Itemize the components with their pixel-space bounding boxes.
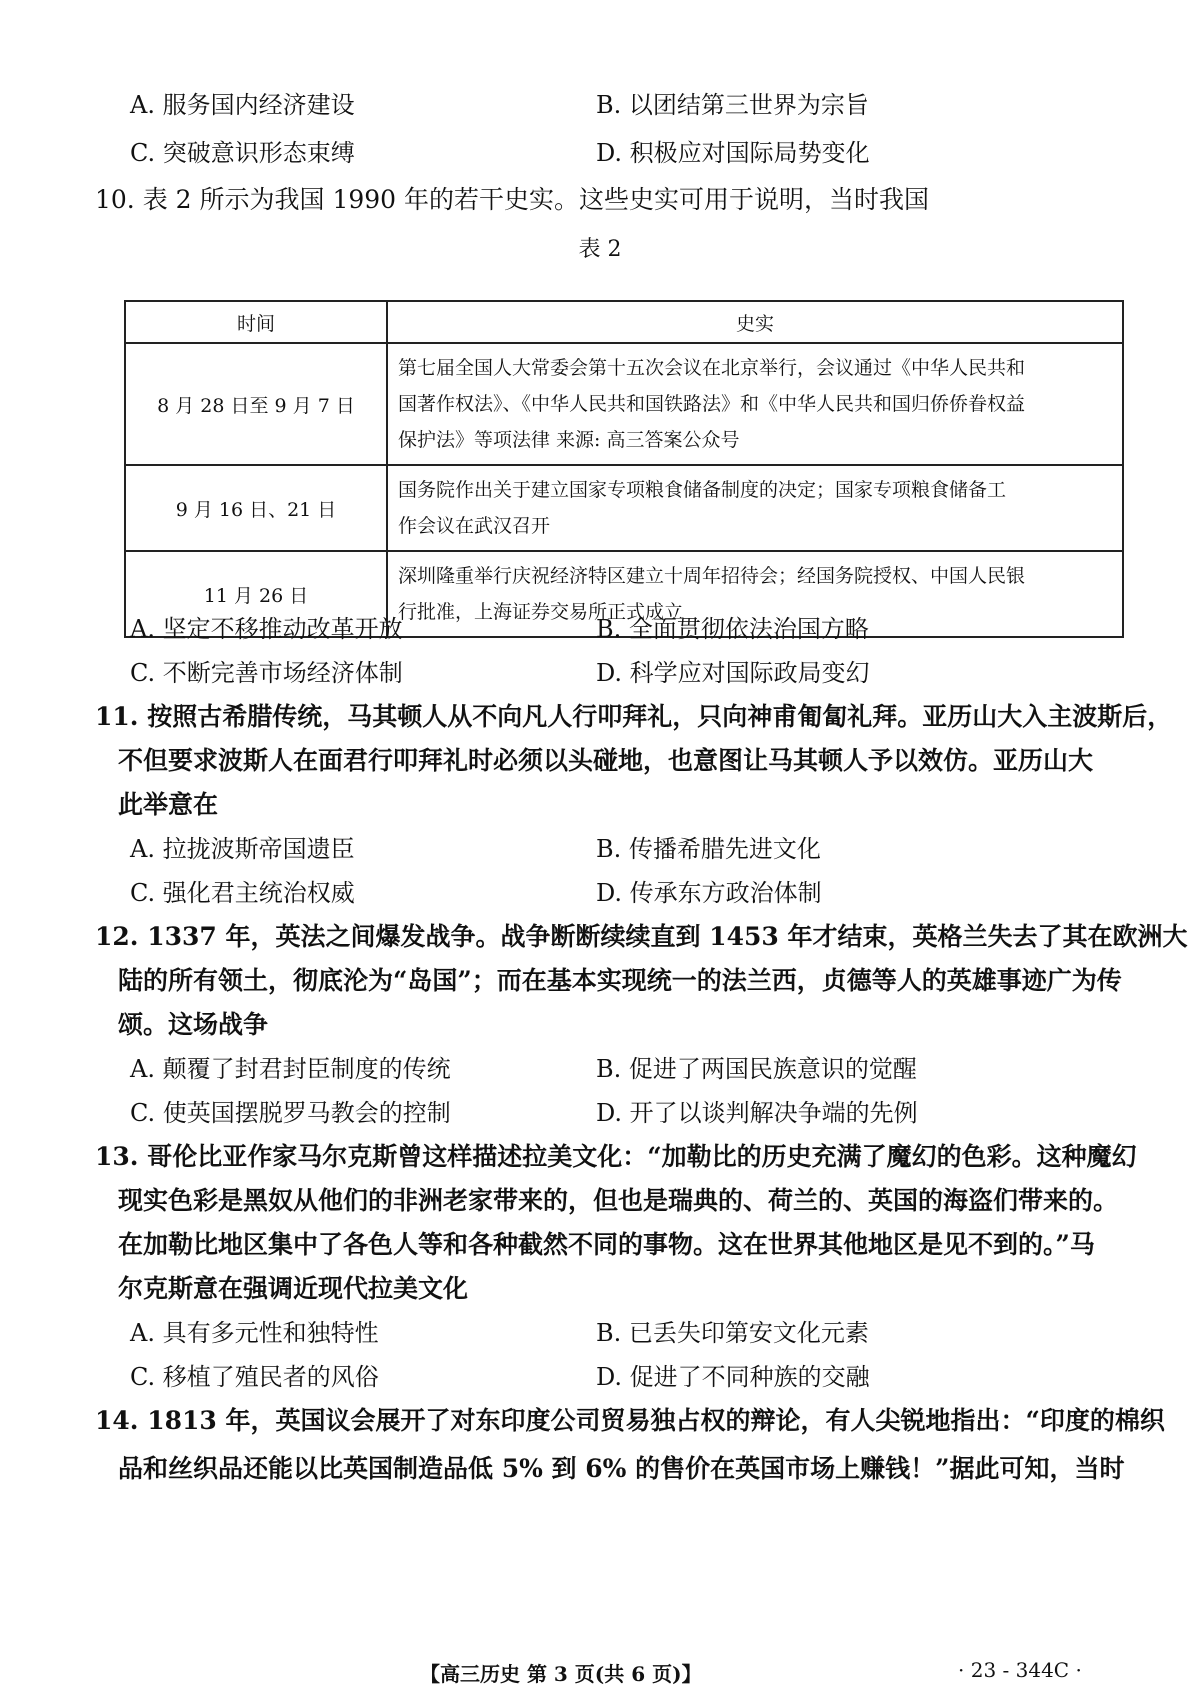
q10-option-a: A. 坚定不移推动改革开放 bbox=[130, 615, 403, 643]
fact-line: 行批准，上海证券交易所正式成立 bbox=[398, 601, 684, 623]
q13-line-3: 在加勒比地区集中了各色人等和各种截然不同的事物。这在世界其他地区是见不到的。”马 bbox=[118, 1230, 1095, 1259]
table-cell-time: 8 月 28 日至 9 月 7 日 bbox=[125, 343, 387, 465]
fact-line: 国务院作出关于建立国家专项粮食储备制度的决定；国家专项粮食储备工 bbox=[398, 479, 1007, 501]
q12-option-d: D. 开了以谈判解决争端的先例 bbox=[596, 1099, 918, 1127]
q11-line-3: 此举意在 bbox=[118, 790, 219, 819]
q11-option-c: C. 强化君主统治权威 bbox=[130, 879, 355, 907]
table-cell-time: 11 月 26 日 bbox=[125, 551, 387, 637]
q12-line-2: 陆的所有领土，彻底沦为“岛国”；而在基本实现统一的法兰西，贞德等人的英雄事迹广为传 bbox=[118, 966, 1122, 995]
q13-option-c: C. 移植了殖民者的风俗 bbox=[130, 1363, 379, 1391]
q10-option-c: C. 不断完善市场经济体制 bbox=[130, 659, 403, 687]
q13-option-b: B. 已丢失印第安文化元素 bbox=[596, 1319, 869, 1347]
q11-option-b: B. 传播希腊先进文化 bbox=[596, 835, 821, 863]
q9-option-c: C. 突破意识形态束缚 bbox=[130, 139, 355, 167]
q12-line-3: 颂。这场战争 bbox=[118, 1010, 269, 1039]
table-cell-fact bbox=[387, 343, 1123, 465]
q10-stem: 10. 表 2 所示为我国 1990 年的若干史实。这些史实可用于说明，当时我国 bbox=[95, 185, 930, 214]
q13-line-1: 13. 哥伦比亚作家马尔克斯曾这样描述拉美文化：“加勒比的历史充满了魔幻的色彩。这种魔幻 bbox=[95, 1142, 1137, 1171]
q13-option-a: A. 具有多元性和独特性 bbox=[130, 1319, 379, 1347]
table-caption: 表 2 bbox=[578, 237, 622, 262]
table-header-time: 时间 bbox=[125, 301, 387, 343]
fact-line: 第七届全国人大常委会第十五次会议在北京举行，会议通过《中华人民共和 bbox=[398, 357, 1026, 379]
table-row bbox=[125, 343, 1123, 465]
q14-line-1: 14. 1813 年，英国议会展开了对东印度公司贸易独占权的辩论，有人尖锐地指出：“印度的棉织 bbox=[95, 1406, 1165, 1435]
table-cell-fact bbox=[387, 465, 1123, 551]
history-facts-table bbox=[124, 300, 1124, 638]
table-row bbox=[125, 465, 1123, 551]
page-footer-code: · 23 - 344C · bbox=[958, 1658, 1082, 1682]
fact-line: 作会议在武汉召开 bbox=[398, 515, 551, 537]
q13-line-2: 现实色彩是黑奴从他们的非洲老家带来的，但也是瑞典的、荷兰的、英国的海盗们带来的。 bbox=[118, 1186, 1119, 1215]
q9-option-a: A. 服务国内经济建设 bbox=[130, 91, 355, 119]
table-header-fact: 史实 bbox=[387, 301, 1123, 343]
fact-line: 保护法》等项法律 来源: 高三答案公众号 bbox=[398, 429, 740, 451]
page-footer-title: 【高三历史 第 3 页(共 6 页)】 bbox=[420, 1662, 702, 1686]
q11-option-d: D. 传承东方政治体制 bbox=[596, 879, 822, 907]
q11-line-2: 不但要求波斯人在面君行叩拜礼时必须以头碰地，也意图让马其顿人予以效仿。亚历山大 bbox=[118, 746, 1094, 775]
q9-option-d: D. 积极应对国际局势变化 bbox=[596, 139, 870, 167]
q12-line-1: 12. 1337 年，英法之间爆发战争。战争断断续续直到 1453 年才结束，英格兰失去了其在欧洲大 bbox=[95, 922, 1188, 951]
q10-option-b: B. 全面贯彻依法治国方略 bbox=[596, 615, 869, 643]
table-cell-time: 9 月 16 日、21 日 bbox=[125, 465, 387, 551]
q9-option-b: B. 以团结第三世界为宗旨 bbox=[596, 91, 869, 119]
q12-option-b: B. 促进了两国民族意识的觉醒 bbox=[596, 1055, 917, 1083]
q12-option-a: A. 颠覆了封君封臣制度的传统 bbox=[130, 1055, 451, 1083]
q13-line-4: 尔克斯意在强调近现代拉美文化 bbox=[118, 1274, 469, 1303]
q14-line-2: 品和丝织品还能以比英国制造品低 5% 到 6% 的售价在英国市场上赚钱！”据此可知，当时 bbox=[118, 1454, 1125, 1483]
table-header-row bbox=[125, 301, 1123, 343]
q11-line-1: 11. 按照古希腊传统，马其顿人从不向凡人行叩拜礼，只向神甫匍匐礼拜。亚历山大入主波斯后， bbox=[95, 702, 1173, 731]
q13-option-d: D. 促进了不同种族的交融 bbox=[596, 1363, 870, 1391]
fact-line: 深圳隆重举行庆祝经济特区建立十周年招待会；经国务院授权、中国人民银 bbox=[398, 565, 1026, 587]
q12-option-c: C. 使英国摆脱罗马教会的控制 bbox=[130, 1099, 451, 1127]
fact-line: 国著作权法》、《中华人民共和国铁路法》和《中华人民共和国归侨侨眷权益 bbox=[398, 393, 1026, 415]
q10-option-d: D. 科学应对国际政局变幻 bbox=[596, 659, 870, 687]
q11-option-a: A. 拉拢波斯帝国遗臣 bbox=[130, 835, 355, 863]
